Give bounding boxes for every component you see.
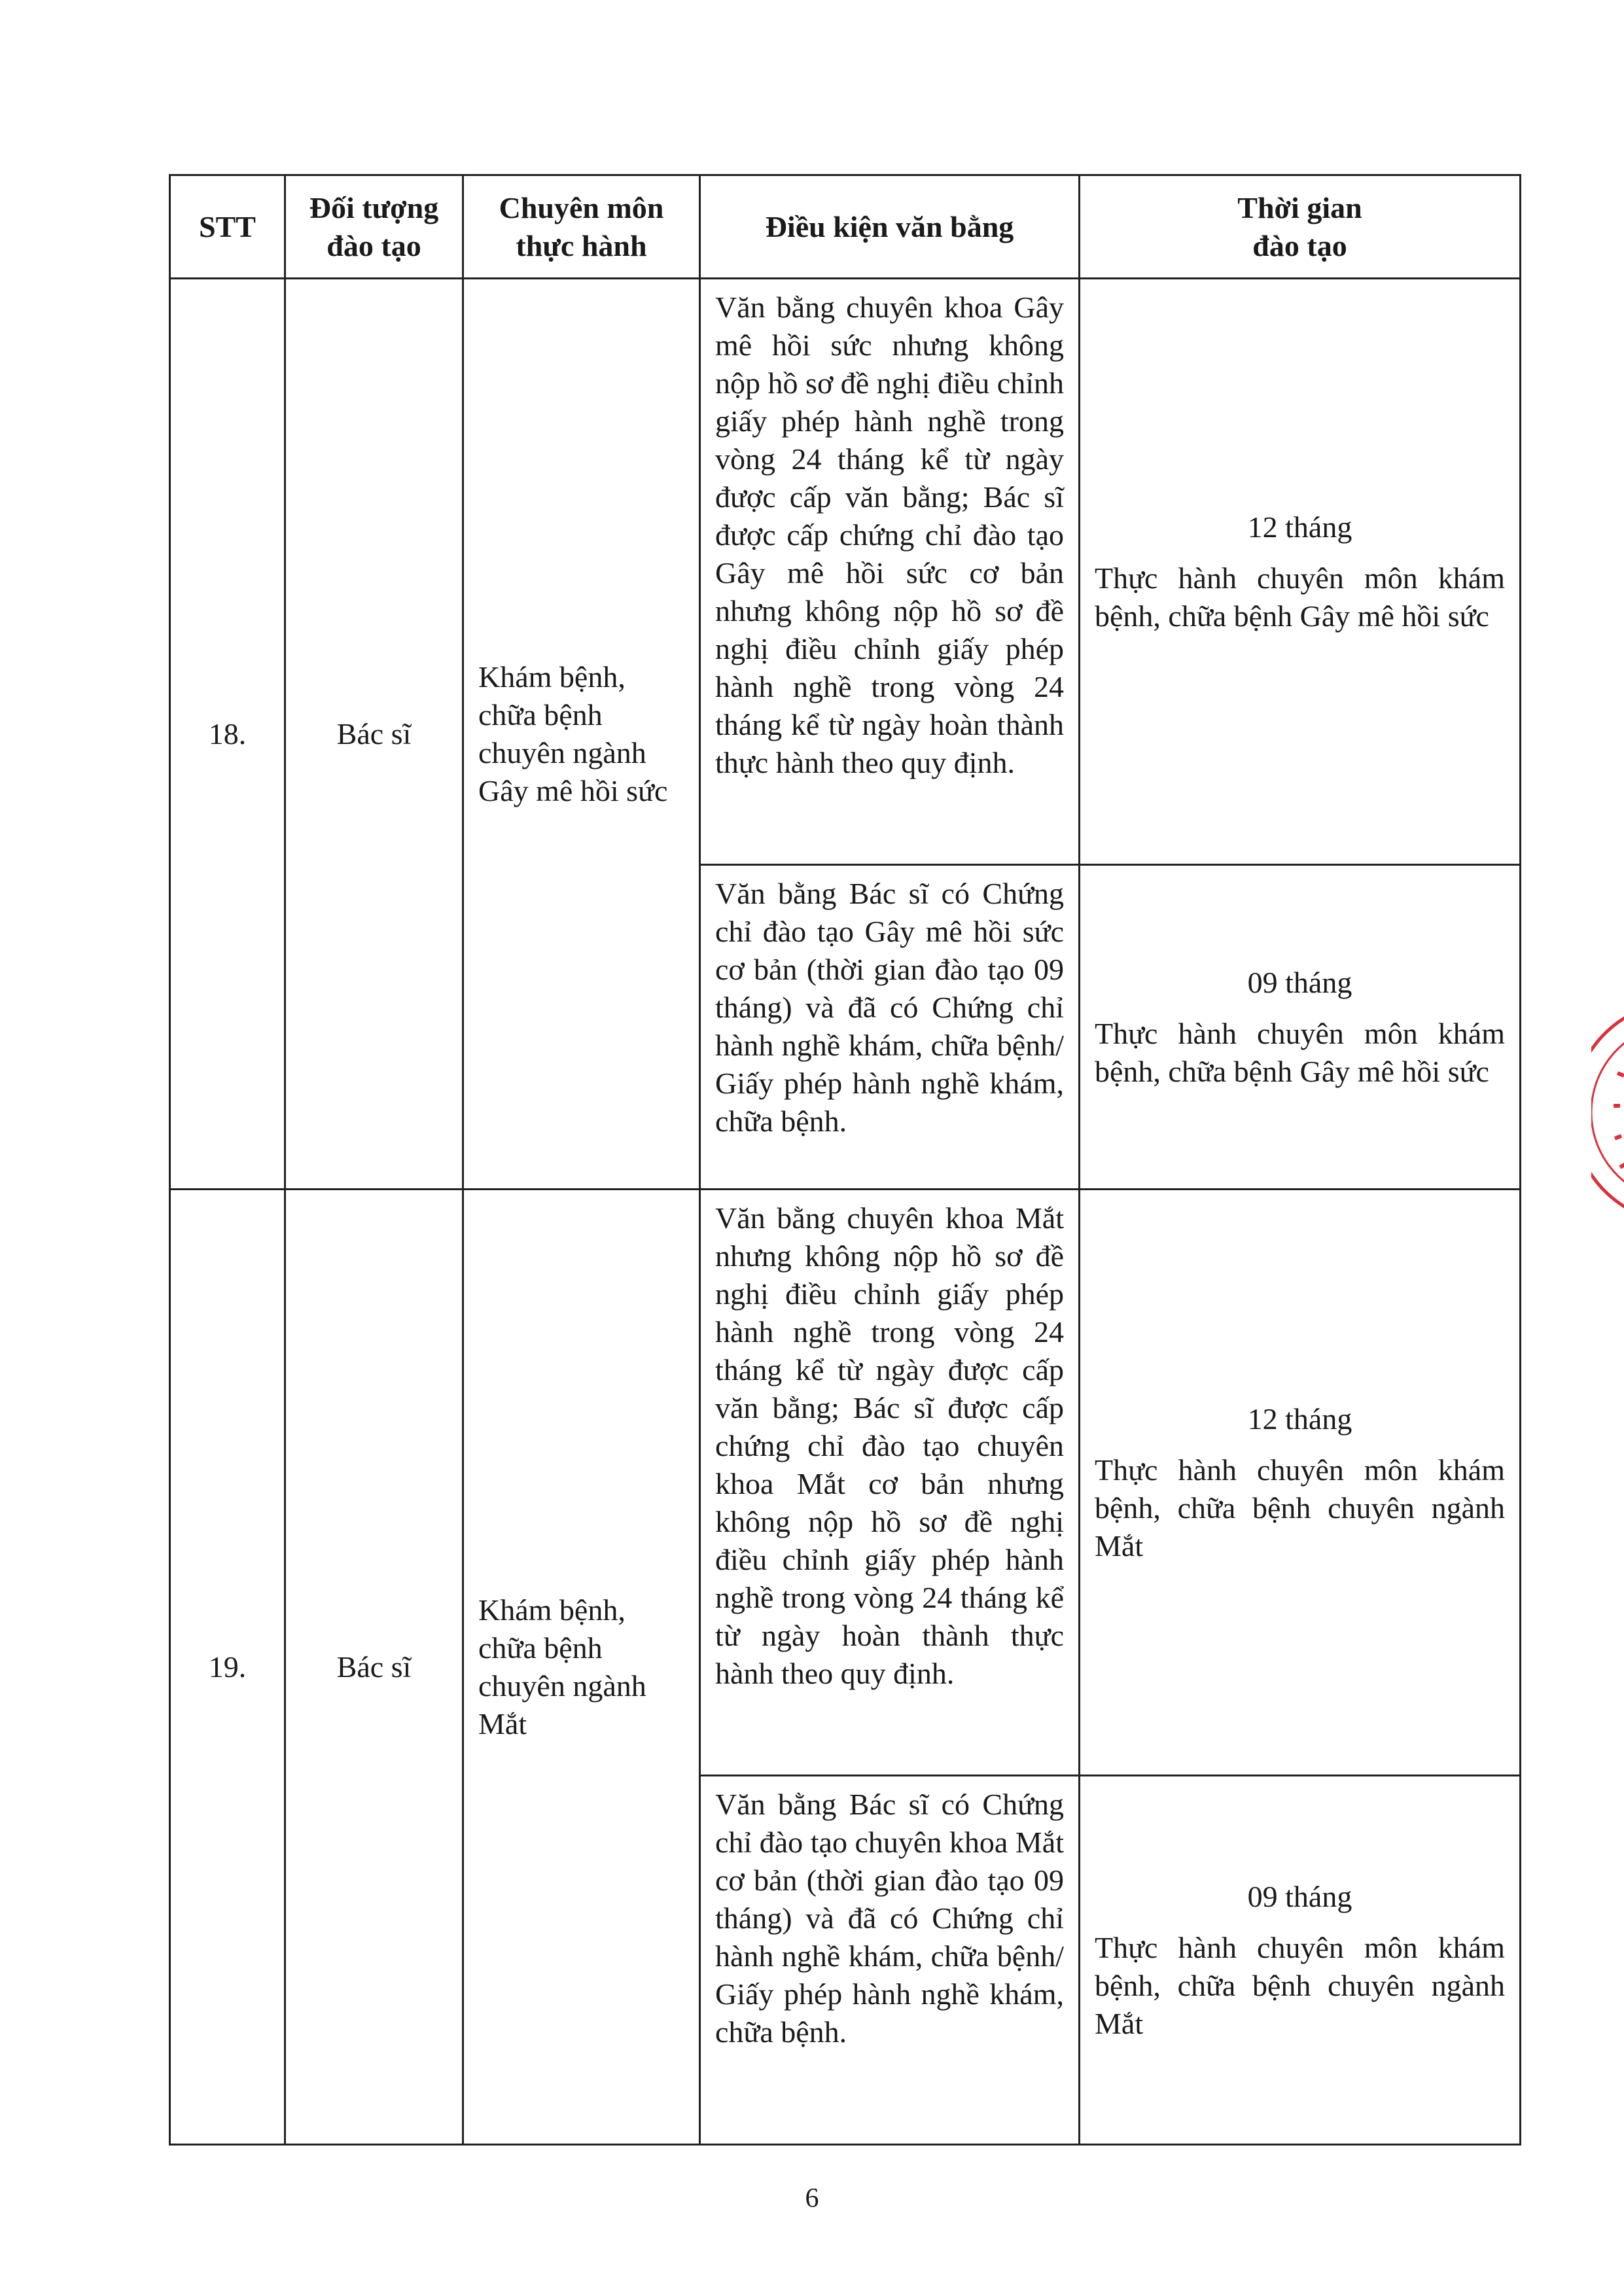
duration-description: Thực hành chuyên môn khám bệnh, chữa bệnh Gây mê hồi sức bbox=[1095, 561, 1505, 633]
duration-months: 12 tháng bbox=[1247, 510, 1352, 544]
header-stt: STT bbox=[170, 175, 285, 279]
row-18-duration-1 bbox=[1080, 279, 1521, 865]
row-19-duration-2 bbox=[1080, 1776, 1521, 2145]
row-18-stt: 18. bbox=[170, 279, 285, 1190]
training-table bbox=[169, 174, 1521, 2146]
header-specialty: Chuyên môn thực hành bbox=[463, 175, 700, 279]
page-number: 6 bbox=[805, 2183, 819, 2214]
header-duration: Thời gian đào tạo bbox=[1080, 175, 1521, 279]
row-19-target: Bác sĩ bbox=[285, 1190, 463, 2145]
duration-months: 12 tháng bbox=[1247, 1402, 1352, 1436]
row-18-target: Bác sĩ bbox=[285, 279, 463, 1190]
row-18-specialty: Khám bệnh, chữa bệnh chuyên ngành Gây mê hồi sức bbox=[463, 279, 700, 1190]
table-row bbox=[170, 1190, 1521, 1776]
row-18-condition-1: Văn bằng chuyên khoa Gây mê hồi sức nhưng không nộp hồ sơ đề nghị điều chỉnh giấy phép hành nghề trong vòng 24 tháng kể từ ngày được cấp văn bằng; Bác sĩ được cấp chứng chỉ đào tạo Gây mê hồi sức cơ bản nhưng không nộp hồ sơ đề nghị điều chỉnh giấy phép hành nghề trong vòng 24 tháng kể từ ngày hoàn thành thực hành theo quy định. bbox=[700, 279, 1080, 865]
header-target: Đối tượng đào tạo bbox=[285, 175, 463, 279]
duration-months: 09 tháng bbox=[1247, 965, 1352, 999]
duration-months: 09 tháng bbox=[1247, 1879, 1352, 1913]
duration-description: Thực hành chuyên môn khám bệnh, chữa bệnh chuyên ngành Mắt bbox=[1095, 1930, 1505, 2040]
row-19-specialty: Khám bệnh, chữa bệnh chuyên ngành Mắt bbox=[463, 1190, 700, 2145]
red-seal-stamp bbox=[1591, 1001, 1624, 1224]
duration-description: Thực hành chuyên môn khám bệnh, chữa bệnh Gây mê hồi sức bbox=[1095, 1016, 1505, 1088]
row-18-duration-2 bbox=[1080, 865, 1521, 1190]
table-row bbox=[170, 279, 1521, 865]
duration-description: Thực hành chuyên môn khám bệnh, chữa bệnh chuyên ngành Mắt bbox=[1095, 1453, 1505, 1563]
table-header-row bbox=[170, 175, 1521, 279]
row-19-stt: 19. bbox=[170, 1190, 285, 2145]
row-19-condition-1: Văn bằng chuyên khoa Mắt nhưng không nộp hồ sơ đề nghị điều chỉnh giấy phép hành nghề trong vòng 24 tháng kể từ ngày được cấp văn bằng; Bác sĩ được cấp chứng chỉ đào tạo chuyên khoa Mắt cơ bản nhưng không nộp hồ sơ đề nghị điều chỉnh giấy phép hành nghề trong vòng 24 tháng kể từ ngày hoàn thành thực hành theo quy định. bbox=[700, 1190, 1080, 1776]
row-18-condition-2: Văn bằng Bác sĩ có Chứng chỉ đào tạo Gây mê hồi sức cơ bản (thời gian đào tạo 09 tháng) và đã có Chứng chỉ hành nghề khám, chữa bệnh/ Giấy phép hành nghề khám, chữa bệnh. bbox=[700, 865, 1080, 1190]
row-19-condition-2: Văn bằng Bác sĩ có Chứng chỉ đào tạo chuyên khoa Mắt cơ bản (thời gian đào tạo 09 tháng) và đã có Chứng chỉ hành nghề khám, chữa bệnh/ Giấy phép hành nghề khám, chữa bệnh. bbox=[700, 1776, 1080, 2145]
row-19-duration-1 bbox=[1080, 1190, 1521, 1776]
header-condition: Điều kiện văn bằng bbox=[700, 175, 1080, 279]
